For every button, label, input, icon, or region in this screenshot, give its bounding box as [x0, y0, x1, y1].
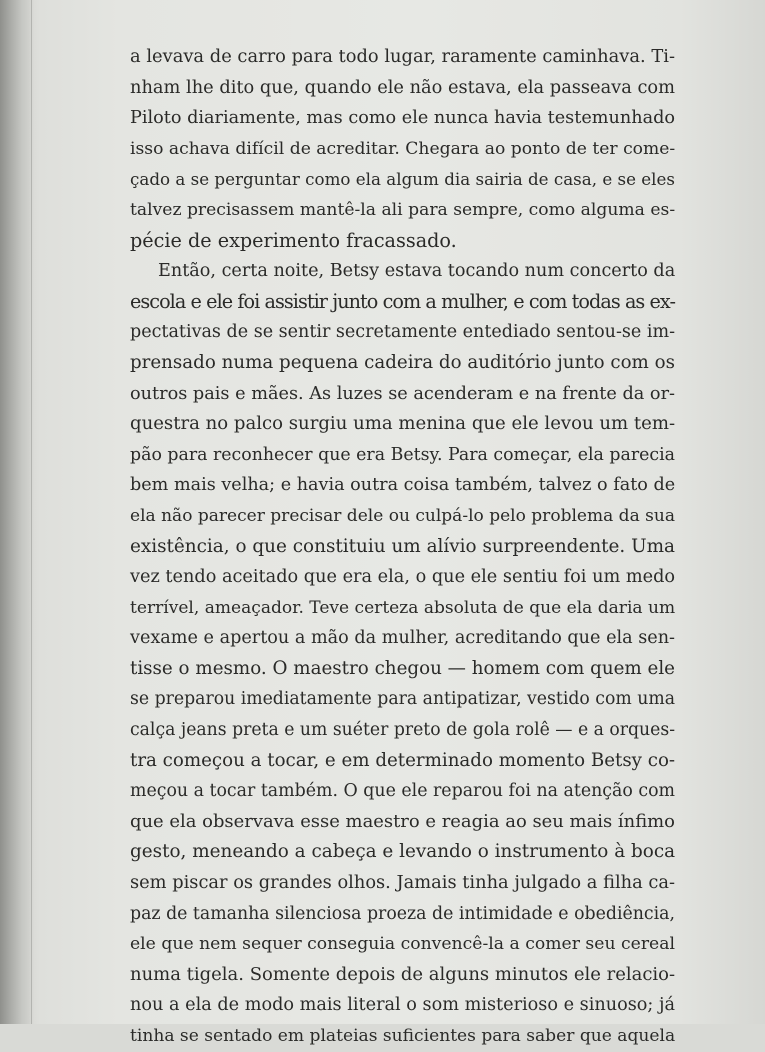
paragraph-start-line: Então, certa noite, Betsy estava tocando num concerto da [158, 261, 676, 282]
text-line: tisse o mesmo. O maestro chegou — homem com quem ele [130, 657, 675, 679]
text-line: paz de tamanha silenciosa proeza de intimidade e obediência, [130, 903, 675, 924]
text-line: gesto, meneando a cabeça e levando o instrumento à boca [130, 841, 676, 863]
text-line: tra começou a tocar, e em determinado momento Betsy co- [130, 749, 676, 771]
text-line: nou a ela de modo mais literal o som misterioso e sinuoso; já [130, 995, 675, 1016]
text-line: ela não parecer precisar dele ou culpá-lo pelo problema da sua [130, 505, 675, 526]
text-line: talvez precisassem mantê-la ali para sempre, como alguma es- [130, 199, 676, 220]
text-line: Piloto diariamente, mas como ele nunca havia testemunhado [130, 108, 675, 129]
text-line: pectativas de se sentir secretamente entediado sentou-se im- [130, 322, 675, 343]
text-line: calça jeans preta e um suéter preto de gola rolê — e a orques- [130, 720, 676, 741]
text-line: tinha se sentado em plateias suficientes para saber que aquela [130, 1026, 676, 1046]
text-line: existência, o que constituiu um alívio surpreendente. Uma [130, 535, 675, 557]
text-line: que ela observava esse maestro e reagia ao seu mais ínfimo [130, 810, 675, 832]
text-line: outros pais e mães. As luzes se acenderam e na frente da or- [130, 383, 675, 404]
text-line: vez tendo aceitado que era ela, o que ele sentiu foi um medo [130, 567, 676, 588]
text-line: escola e ele foi assistir junto com a mulher, e com todas as ex- [130, 289, 675, 313]
text-line: vexame e apertou a mão da mulher, acreditando que ela sen- [130, 628, 675, 649]
text-line: nham lhe dito que, quando ele não estava, ela passeava com [130, 76, 675, 98]
text-line: ele que nem sequer conseguia convencê-la a comer seu cereal [130, 934, 675, 955]
body-text [130, 42, 675, 1052]
text-line: se preparou imediatamente para antipatizar, vestido com uma [130, 689, 675, 710]
spine-edge [31, 0, 32, 1024]
text-line: isso achava difícil de acreditar. Chegara ao ponto de ter come- [130, 138, 676, 159]
text-line: terrível, ameaçador. Teve certeza absoluta de que ela daria um [130, 597, 676, 618]
text-line: numa tigela. Somente depois de alguns minutos ele relacio- [130, 963, 676, 985]
text-line: pécie de experimento fracassado. [130, 228, 457, 252]
text-line: meçou a tocar também. O que ele reparou foi na atenção com [130, 781, 675, 802]
text-line: çado a se perguntar como ela algum dia sairia de casa, e se eles [130, 169, 675, 190]
text-line: questra no palco surgiu uma menina que ele levou um tem- [130, 413, 676, 435]
text-line: sem piscar os grandes olhos. Jamais tinha julgado a filha ca- [130, 872, 675, 894]
text-line: bem mais velha; e havia outra coisa também, talvez o fato de [130, 475, 676, 496]
text-line: pão para reconhecer que era Betsy. Para começar, ela parecia [130, 444, 675, 465]
book-gutter [0, 0, 34, 1024]
text-line: a levava de carro para todo lugar, raramente caminhava. Ti- [130, 46, 676, 67]
text-line: prensado numa pequena cadeira do auditório junto com os [130, 351, 675, 373]
